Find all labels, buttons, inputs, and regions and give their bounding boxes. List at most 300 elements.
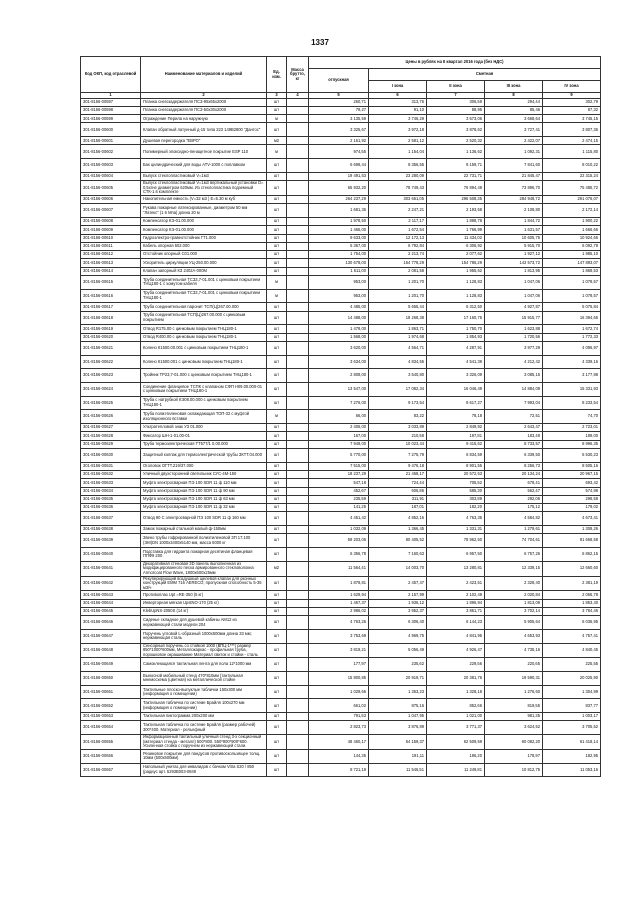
cell-mass bbox=[287, 369, 309, 383]
cell-sale-price: 7 515,00 bbox=[309, 462, 369, 470]
cell-unit: шт bbox=[267, 735, 287, 750]
cell-sale-price: 4 485,00 bbox=[309, 303, 369, 311]
cell-zone-4-price: 837,77 bbox=[543, 699, 601, 713]
cell-zone-1-price: 5 655,44 bbox=[369, 303, 427, 311]
cell-code: 301-8156-00643 bbox=[81, 591, 141, 599]
cell-zone-1-price: 1 366,45 bbox=[369, 526, 427, 534]
cell-name: Выносной мобильный стенд 470*810мм (тактильная мнемосхема (цветная) на металлической стойке bbox=[141, 672, 267, 686]
cell-zone-4-price: 8 010,22 bbox=[543, 159, 601, 173]
cell-zone-4-price: 2 381,19 bbox=[543, 576, 601, 591]
cell-zone-1-price: 313,76 bbox=[369, 98, 427, 106]
cell-sale-price: 791,53 bbox=[309, 713, 369, 721]
cell-unit: шт bbox=[267, 629, 287, 643]
table-row bbox=[81, 432, 601, 440]
cell-zone-3-price: 20 134,24 bbox=[485, 470, 543, 478]
cell-zone-2-price: 4 926,47 bbox=[427, 643, 485, 658]
cell-unit: шт bbox=[267, 333, 287, 341]
cell-code: 301-8156-00614 bbox=[81, 267, 141, 275]
cell-unit: шт bbox=[267, 576, 287, 591]
cell-sale-price: 1 611,00 bbox=[309, 267, 369, 275]
cell-sale-price: 5 770,00 bbox=[309, 448, 369, 462]
cell-zone-3-price: 1 844,72 bbox=[485, 217, 543, 225]
cell-zone-1-price: 3 972,18 bbox=[369, 123, 427, 137]
cell-mass bbox=[287, 591, 309, 599]
cell-zone-1-price: 187,01 bbox=[369, 504, 427, 512]
cell-mass bbox=[287, 267, 309, 275]
page-number: 1337 bbox=[311, 38, 329, 47]
table-row bbox=[81, 534, 601, 548]
cell-zone-4-price: 574,98 bbox=[543, 487, 601, 495]
cell-zone-4-price: 298,58 bbox=[543, 495, 601, 503]
cell-zone-2-price: 4 841,95 bbox=[427, 629, 485, 643]
cell-zone-2-price: 1 128,83 bbox=[427, 275, 485, 289]
cell-mass bbox=[287, 599, 309, 607]
cell-sale-price: 3 819,21 bbox=[309, 643, 369, 658]
cell-zone-4-price: 179,02 bbox=[543, 504, 601, 512]
cell-mass bbox=[287, 735, 309, 750]
cell-unit: шт bbox=[267, 204, 287, 218]
cell-name: Тактильные плоско-выпуклые таблички 150х300 мм (информация о помещении) bbox=[141, 685, 267, 699]
cell-mass bbox=[287, 534, 309, 548]
cell-code: 301-8156-00598 bbox=[81, 106, 141, 114]
cell-code: 301-8156-00606 bbox=[81, 195, 141, 203]
cell-unit: шт bbox=[267, 643, 287, 658]
cell-zone-2-price: 306,59 bbox=[427, 98, 485, 106]
cell-zone-2-price: 8 901,55 bbox=[427, 462, 485, 470]
cell-code: 301-8156-00629 bbox=[81, 440, 141, 448]
cell-mass bbox=[287, 479, 309, 487]
cell-name: Защитный колпак для термоэлектрической трубы ЗКТТ.04.000 bbox=[141, 448, 267, 462]
table-row bbox=[81, 267, 601, 275]
cell-zone-2-price: 1 331,31 bbox=[427, 526, 485, 534]
cell-name: Отвод R175.00 с цинковым покрытием ТНЦ180-1 bbox=[141, 325, 267, 333]
cell-name: Клапан обратный латунный д-15 типа 223 149В2800 "Дантос" bbox=[141, 123, 267, 137]
table-row bbox=[81, 181, 601, 196]
cell-mass bbox=[287, 749, 309, 763]
cell-zone-1-price: 4 834,55 bbox=[369, 355, 427, 369]
cell-code: 301-8156-00600 bbox=[81, 123, 141, 137]
cell-zone-4-price: 1 985,10 bbox=[543, 251, 601, 259]
header-zone-2: II зона bbox=[427, 81, 485, 93]
cell-name: Компенсатор КЭ-01.00.000 bbox=[141, 226, 267, 234]
cell-zone-3-price: 3 702,14 bbox=[485, 607, 543, 615]
table-row bbox=[81, 526, 601, 534]
table-row bbox=[81, 325, 601, 333]
cell-sale-price: 2 406,00 bbox=[309, 424, 369, 432]
table-row bbox=[81, 713, 601, 721]
cell-unit: шт bbox=[267, 424, 287, 432]
cell-sale-price: 48 460,17 bbox=[309, 735, 369, 750]
cell-zone-2-price: 88,95 bbox=[427, 106, 485, 114]
cell-sale-price: 3 135,59 bbox=[309, 115, 369, 123]
cell-sale-price: 1 681,36 bbox=[309, 204, 369, 218]
cell-zone-2-price: 1 750,70 bbox=[427, 325, 485, 333]
cell-code: 301-8156-00648 bbox=[81, 643, 141, 658]
cell-code: 301-8156-00641 bbox=[81, 561, 141, 576]
table-row bbox=[81, 106, 601, 114]
cell-zone-4-price: 225,55 bbox=[543, 658, 601, 672]
cell-name: Замок пожарный стальной малый ф-150мм bbox=[141, 526, 267, 534]
cell-zone-3-price: 72,51 bbox=[485, 410, 543, 424]
cell-zone-1-price: 91,10 bbox=[369, 106, 427, 114]
cell-zone-3-price: 60 082,20 bbox=[485, 735, 543, 750]
cell-zone-1-price: 17 082,34 bbox=[369, 383, 427, 397]
cell-code: 301-8156-00609 bbox=[81, 226, 141, 234]
cell-zone-4-price: 1 666,66 bbox=[543, 226, 601, 234]
header-code: Код ОКП, код отраслевой bbox=[81, 57, 141, 93]
cell-name: Тактильная табличка по системе Брайля (размер рабочей) 300*400. Материал - рельефный bbox=[141, 721, 267, 735]
cell-code: 301-8156-00630 bbox=[81, 448, 141, 462]
cell-mass bbox=[287, 448, 309, 462]
header-mass: Масса брутто, кг bbox=[287, 57, 309, 93]
cell-code: 301-8156-00647 bbox=[81, 629, 141, 643]
cell-name: Компенсатор КЭ-01.00.000 bbox=[141, 217, 267, 225]
cell-mass bbox=[287, 204, 309, 218]
cell-sale-price: 1 032,09 bbox=[309, 526, 369, 534]
cell-zone-3-price: 3 668,64 bbox=[485, 115, 543, 123]
cell-zone-3-price: 2 643,47 bbox=[485, 424, 543, 432]
cell-unit: шт bbox=[267, 251, 287, 259]
cell-sale-price: 66,00 bbox=[309, 410, 369, 424]
cell-sale-price: 11 564,41 bbox=[309, 561, 369, 576]
cell-code: 301-8156-00649 bbox=[81, 658, 141, 672]
cell-code: 301-8156-00651 bbox=[81, 685, 141, 699]
cell-name: Звено трубы гофрированной полиэтиленовой ЗП 17.100 (ЭМ)DN 1000х3400х5140 мм, масса 6000 кг bbox=[141, 534, 267, 548]
table-row bbox=[81, 172, 601, 180]
cell-unit: шт bbox=[267, 325, 287, 333]
cell-name: Подставка для гидранта пожарная десятиная фланцевая ППФ9 200 bbox=[141, 548, 267, 562]
cell-mass bbox=[287, 195, 309, 203]
cell-zone-1-price: 1 672,54 bbox=[369, 226, 427, 234]
cell-name: Труба соединительная ТСЗ3,7-01.001 с цинковым покрытием ТНЦ180-1 bbox=[141, 289, 267, 303]
cell-zone-1-price: 7 160,63 bbox=[369, 548, 427, 562]
cell-zone-1-price: 23 280,09 bbox=[369, 172, 427, 180]
table-row bbox=[81, 462, 601, 470]
cell-zone-3-price: 85,46 bbox=[485, 106, 543, 114]
cell-zone-3-price: 1 092,31 bbox=[485, 145, 543, 159]
cell-zone-4-price: 2 474,15 bbox=[543, 137, 601, 145]
cell-zone-2-price: 20 381,76 bbox=[427, 672, 485, 686]
cell-sale-price: 130 678,00 bbox=[309, 259, 369, 267]
table-row bbox=[81, 396, 601, 410]
cell-name: Поручень угловой L-образный 1000х500мм длина 33 мм; нержавеющая сталь bbox=[141, 629, 267, 643]
cell-code: 301-8156-00642 bbox=[81, 576, 141, 591]
cell-zone-4-price: 8 505,16 bbox=[543, 462, 601, 470]
cell-zone-1-price: 10 023,44 bbox=[369, 440, 427, 448]
cell-unit: шт bbox=[267, 512, 287, 526]
table-row bbox=[81, 424, 601, 432]
column-index: 9 bbox=[543, 93, 601, 99]
cell-unit: шт bbox=[267, 311, 287, 325]
header-zone-3: III зона bbox=[485, 81, 543, 93]
cell-mass bbox=[287, 424, 309, 432]
cell-zone-4-price: 1 868,53 bbox=[543, 267, 601, 275]
cell-code: 301-8156-00628 bbox=[81, 432, 141, 440]
table-row bbox=[81, 137, 601, 145]
cell-zone-1-price: 1 164,04 bbox=[369, 145, 427, 159]
cell-zone-3-price: 1 813,09 bbox=[485, 599, 543, 607]
cell-zone-1-price: 2 247,21 bbox=[369, 204, 427, 218]
cell-zone-1-price: 2 081,58 bbox=[369, 267, 427, 275]
cell-zone-2-price: 1 896,94 bbox=[427, 599, 485, 607]
cell-zone-2-price: 3 326,09 bbox=[427, 369, 485, 383]
cell-unit: м bbox=[267, 410, 287, 424]
cell-name: Ультратепловой знак УЗ 01.000 bbox=[141, 424, 267, 432]
header-unit: Ед. изм. bbox=[267, 57, 287, 93]
cell-zone-3-price: 19 590,31 bbox=[485, 672, 543, 686]
table-row bbox=[81, 410, 601, 424]
cell-zone-3-price: 1 279,61 bbox=[485, 526, 543, 534]
cell-zone-4-price: 4 673,41 bbox=[543, 512, 601, 526]
cell-mass bbox=[287, 462, 309, 470]
cell-sale-price: 1 878,81 bbox=[309, 576, 369, 591]
cell-zone-4-price: 2 065,78 bbox=[543, 591, 601, 599]
cell-unit: м bbox=[267, 289, 287, 303]
column-index: 4 bbox=[287, 93, 309, 99]
cell-zone-4-price: 3 745,15 bbox=[543, 115, 601, 123]
cell-code: 301-8156-00637 bbox=[81, 512, 141, 526]
cell-zone-2-price: 2 102,49 bbox=[427, 591, 485, 599]
cell-zone-1-price: 14 003,70 bbox=[369, 561, 427, 576]
cell-zone-2-price: 9 415,62 bbox=[427, 440, 485, 448]
table-row bbox=[81, 355, 601, 369]
cell-zone-4-price: 1 304,99 bbox=[543, 685, 601, 699]
cell-sale-price: 177,97 bbox=[309, 658, 369, 672]
cell-name: Самоклеющаяся тактильная лента для пола 12*1000 мм bbox=[141, 658, 267, 672]
cell-mass bbox=[287, 98, 309, 106]
cell-zone-2-price: 229,56 bbox=[427, 658, 485, 672]
cell-zone-3-price: 10 812,75 bbox=[485, 763, 543, 777]
cell-zone-2-price: 1 854,93 bbox=[427, 333, 485, 341]
cell-zone-4-price: 22 315,24 bbox=[543, 172, 601, 180]
cell-name: Муфта электросварная ПЭ 100 SDR 11 ф 63 мм bbox=[141, 495, 267, 503]
cell-sale-price: 1 629,94 bbox=[309, 591, 369, 599]
cell-zone-3-price: 1 631,57 bbox=[485, 226, 543, 234]
cell-zone-4-price: 1 853,40 bbox=[543, 599, 601, 607]
cell-unit: шт bbox=[267, 658, 287, 672]
cell-sale-price: 167,00 bbox=[309, 432, 369, 440]
cell-sale-price: 19 491,53 bbox=[309, 172, 369, 180]
cell-name: Бак цилиндрический для воды ATV-1000 с поплавком bbox=[141, 159, 267, 173]
cell-mass bbox=[287, 123, 309, 137]
cell-sale-price: 6 698,44 bbox=[309, 159, 369, 173]
cell-mass bbox=[287, 251, 309, 259]
cell-zone-2-price: 852,66 bbox=[427, 699, 485, 713]
cell-unit: шт bbox=[267, 242, 287, 250]
cell-unit: шт bbox=[267, 548, 287, 562]
cell-mass bbox=[287, 341, 309, 355]
cell-name: Тактильная табличка по системе Брайля 100х270 мм (информация о помещении) bbox=[141, 699, 267, 713]
cell-mass bbox=[287, 548, 309, 562]
cell-zone-2-price: 2 423,51 bbox=[427, 576, 485, 591]
cell-zone-2-price: 78 962,50 bbox=[427, 534, 485, 548]
cell-sale-price: 2 986,02 bbox=[309, 607, 369, 615]
cell-unit: шт bbox=[267, 462, 287, 470]
cell-zone-1-price: 3 033,89 bbox=[369, 424, 427, 432]
cell-zone-3-price: 2 422,07 bbox=[485, 137, 543, 145]
cell-code: 301-8156-00633 bbox=[81, 479, 141, 487]
cell-zone-3-price: 5 915,70 bbox=[485, 242, 543, 250]
cell-mass bbox=[287, 763, 309, 777]
cell-code: 301-8156-00625 bbox=[81, 396, 141, 410]
table-row bbox=[81, 251, 601, 259]
cell-zone-2-price: 11 249,81 bbox=[427, 763, 485, 777]
cell-zone-3-price: 175,12 bbox=[485, 504, 543, 512]
cell-name: Колено К1500.00.001 с цинковым покрытием ТНЦ180-1 bbox=[141, 341, 267, 355]
cell-zone-1-price: 2 157,99 bbox=[369, 591, 427, 599]
cell-zone-2-price: 585,30 bbox=[427, 487, 485, 495]
cell-mass bbox=[287, 504, 309, 512]
cell-zone-1-price: 5 056,49 bbox=[369, 643, 427, 658]
cell-mass bbox=[287, 432, 309, 440]
cell-mass bbox=[287, 106, 309, 114]
table-header bbox=[81, 57, 601, 99]
cell-code: 301-8156-00608 bbox=[81, 217, 141, 225]
cell-zone-2-price: 2 520,32 bbox=[427, 137, 485, 145]
cell-zone-4-price: 1 078,57 bbox=[543, 289, 601, 303]
cell-zone-3-price: 1 623,88 bbox=[485, 325, 543, 333]
cell-zone-1-price: 164 778,29 bbox=[369, 259, 427, 267]
cell-unit: м bbox=[267, 145, 287, 159]
cell-code: 301-8156-00621 bbox=[81, 341, 141, 355]
cell-zone-2-price: 6 834,59 bbox=[427, 448, 485, 462]
cell-unit: шт bbox=[267, 713, 287, 721]
cell-zone-1-price: 210,58 bbox=[369, 432, 427, 440]
cell-unit: шт bbox=[267, 607, 287, 615]
cell-zone-3-price: 6 757,26 bbox=[485, 548, 543, 562]
cell-name: Муфта электросварная ПЭ 100 SDR 11 ф 90 мм bbox=[141, 487, 267, 495]
cell-zone-2-price: 197,81 bbox=[427, 432, 485, 440]
table-row bbox=[81, 242, 601, 250]
cell-code: 301-8156-00626 bbox=[81, 410, 141, 424]
table-row bbox=[81, 259, 601, 267]
cell-code: 301-8156-00624 bbox=[81, 383, 141, 397]
cell-zone-3-price: 292,06 bbox=[485, 495, 543, 503]
cell-name: Труба термоэлектрическая ТТ577/1 0.00.000 bbox=[141, 440, 267, 448]
cell-code: 301-8156-00636 bbox=[81, 504, 141, 512]
cell-zone-3-price: 4 584,82 bbox=[485, 512, 543, 526]
table-row bbox=[81, 735, 601, 750]
cell-code: 301-8156-00602 bbox=[81, 145, 141, 159]
cell-zone-4-price: 1 672,74 bbox=[543, 325, 601, 333]
cell-name: Труба полиэтиленовая охлаждающая ТОП-32 с муфтой изоляционного вставки bbox=[141, 410, 267, 424]
cell-name: Фиксатор ШН-1-01.00-01 bbox=[141, 432, 267, 440]
cell-zone-1-price: 2 457,47 bbox=[369, 576, 427, 591]
cell-zone-4-price: 2 172,14 bbox=[543, 204, 601, 218]
table-row bbox=[81, 672, 601, 686]
cell-zone-1-price: 83,22 bbox=[369, 410, 427, 424]
cell-code: 301-8156-00639 bbox=[81, 534, 141, 548]
cell-unit: шт bbox=[267, 534, 287, 548]
cell-mass bbox=[287, 643, 309, 658]
cell-zone-4-price: 4 757,41 bbox=[543, 629, 601, 643]
table-row bbox=[81, 234, 601, 242]
cell-zone-4-price: 15 331,93 bbox=[543, 383, 601, 397]
cell-sale-price: 141,25 bbox=[309, 504, 369, 512]
cell-unit: шт bbox=[267, 699, 287, 713]
cell-zone-2-price: 182,20 bbox=[427, 504, 485, 512]
cell-sale-price: 7 949,00 bbox=[309, 440, 369, 448]
cell-code: 301-8156-00616 bbox=[81, 289, 141, 303]
table-row bbox=[81, 487, 601, 495]
cell-unit: шт bbox=[267, 749, 287, 763]
cell-zone-2-price: 1 766,99 bbox=[427, 226, 485, 234]
cell-sale-price: 661,02 bbox=[309, 699, 369, 713]
cell-sale-price: 2 161,92 bbox=[309, 137, 369, 145]
cell-sale-price: 2 823,73 bbox=[309, 721, 369, 735]
table-row bbox=[81, 591, 601, 599]
cell-unit: шт bbox=[267, 383, 287, 397]
table-row bbox=[81, 98, 601, 106]
cell-code: 301-8156-00603 bbox=[81, 159, 141, 173]
cell-sale-price: 79,27 bbox=[309, 106, 369, 114]
cell-sale-price: 547,18 bbox=[309, 479, 369, 487]
cell-unit: шт bbox=[267, 526, 287, 534]
cell-name: Гидроэлектро-гравеотстойник ГТ1.000 bbox=[141, 234, 267, 242]
cell-name: Отвод 90 С электросварной ПЭ 100 SDR 11 ф 160 мм bbox=[141, 512, 267, 526]
cell-name: Ограждение Перила на наружную bbox=[141, 115, 267, 123]
cell-zone-1-price: 4 852,16 bbox=[369, 512, 427, 526]
cell-zone-1-price: 1 047,95 bbox=[369, 713, 427, 721]
cell-zone-2-price: 3 851,71 bbox=[427, 607, 485, 615]
cell-zone-3-price: 143 573,72 bbox=[485, 259, 543, 267]
cell-mass bbox=[287, 137, 309, 145]
cell-zone-2-price: 4 287,91 bbox=[427, 341, 485, 355]
cell-mass bbox=[287, 242, 309, 250]
cell-zone-4-price: 6 530,23 bbox=[543, 448, 601, 462]
cell-mass bbox=[287, 181, 309, 196]
table-row bbox=[81, 311, 601, 325]
cell-zone-2-price: 1 955,62 bbox=[427, 267, 485, 275]
cell-zone-2-price: 17 160,75 bbox=[427, 311, 485, 325]
cell-name: Полимерный эпоксидно-пенацетное покрытие ESP 110 bbox=[141, 145, 267, 159]
price-table bbox=[80, 56, 601, 777]
cell-name: Сиденье складное для душевой кабины AM12 из нержавеющей стали модели 204 bbox=[141, 616, 267, 630]
cell-code: 301-8156-00653 bbox=[81, 713, 141, 721]
cell-zone-1-price: 18 268,38 bbox=[369, 311, 427, 325]
cell-zone-4-price: 1 900,22 bbox=[543, 217, 601, 225]
header-name: Наименование материалов и изделий bbox=[141, 57, 267, 93]
table-row bbox=[81, 749, 601, 763]
cell-zone-4-price: 3 177,98 bbox=[543, 369, 601, 383]
table-row bbox=[81, 341, 601, 355]
cell-unit: шт bbox=[267, 98, 287, 106]
cell-sale-price: 13 547,00 bbox=[309, 383, 369, 397]
cell-name: Планка снегозадержателя ПСЗ-50х30х2000 bbox=[141, 106, 267, 114]
cell-zone-2-price: 6 957,50 bbox=[427, 548, 485, 562]
cell-zone-2-price: 4 763,35 bbox=[427, 512, 485, 526]
cell-mass bbox=[287, 526, 309, 534]
cell-code: 301-8156-00605 bbox=[81, 181, 141, 196]
cell-zone-3-price: 1 047,06 bbox=[485, 289, 543, 303]
cell-mass bbox=[287, 115, 309, 123]
cell-name: Выпуск стеклопластиковый V=1м3 вертикальный установки D= 0,5хгне диаметром 620мм. Из стеклопластика подземный СТК-1 в комплекте bbox=[141, 181, 267, 196]
table-row bbox=[81, 204, 601, 218]
cell-code: 301-8156-00612 bbox=[81, 251, 141, 259]
cell-zone-1-price: 4 969,75 bbox=[369, 629, 427, 643]
cell-zone-2-price: 6 144,23 bbox=[427, 616, 485, 630]
cell-zone-4-price: 61 418,14 bbox=[543, 735, 601, 750]
cell-code: 301-8156-00620 bbox=[81, 333, 141, 341]
cell-code: 301-8156-00650 bbox=[81, 672, 141, 686]
cell-zone-4-price: 3 784,46 bbox=[543, 607, 601, 615]
table-row bbox=[81, 303, 601, 311]
cell-unit: шт bbox=[267, 685, 287, 699]
table-row bbox=[81, 548, 601, 562]
cell-mass bbox=[287, 561, 309, 576]
cell-zone-4-price: 12 660,60 bbox=[543, 561, 601, 576]
cell-sale-price: 264 237,29 bbox=[309, 195, 369, 203]
